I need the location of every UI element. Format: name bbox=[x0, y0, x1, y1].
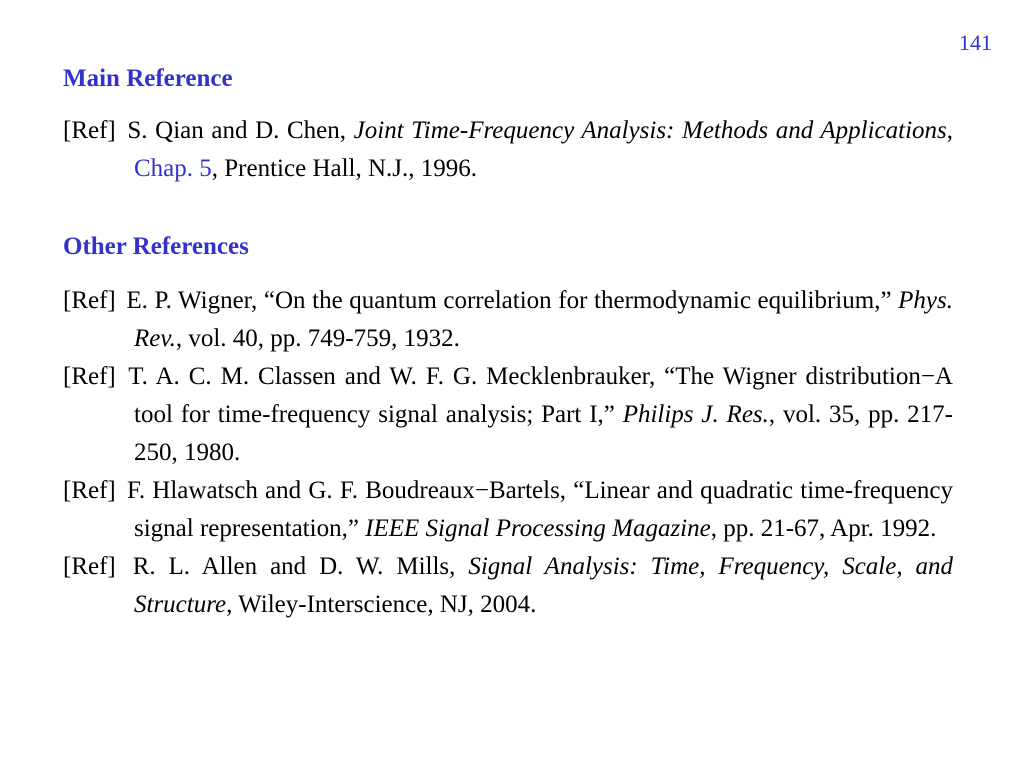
ref-text: T. A. C. M. Classen and W. F. G. Mecklenbrauker, “The Wigner distribution−A tool for time-frequency signal analysis; Part I,” bbox=[128, 363, 953, 428]
ref-details: , pp. 21-67, Apr. 1992. bbox=[710, 515, 937, 542]
reference-entry-1 bbox=[63, 282, 953, 358]
ref-authors: S. Qian and D. Chen, bbox=[127, 117, 354, 144]
ref-tag: [Ref] bbox=[63, 553, 116, 580]
ref-text: E. P. Wigner, “On the quantum correlation for thermodynamic equilibrium,” bbox=[126, 287, 899, 314]
ref-book-title: Joint Time-Frequency Analysis: Methods and Applications bbox=[353, 117, 947, 144]
reference-entry-4 bbox=[63, 548, 953, 624]
reference-entry-3 bbox=[63, 472, 953, 548]
other-references-list bbox=[63, 282, 953, 624]
reference-entry-2 bbox=[63, 358, 953, 472]
main-reference-entry bbox=[63, 112, 953, 188]
ref-book-title: Signal Analysis: Time, Frequency, Scale, and Structure bbox=[134, 553, 954, 618]
page-number: 141 bbox=[959, 30, 992, 55]
ref-journal: IEEE Signal Processing Magazine bbox=[365, 515, 711, 542]
ref-tag: [Ref] bbox=[63, 117, 116, 144]
ref-publisher: , Prentice Hall, N.J., 1996. bbox=[211, 155, 478, 182]
ref-details: , vol. 40, pp. 749-759, 1932. bbox=[175, 325, 460, 352]
other-references-heading: Other References bbox=[63, 233, 249, 260]
ref-text: F. Hlawatsch and G. F. Boudreaux−Bartels, “Linear and quadratic time-frequency signal representation,” bbox=[126, 477, 953, 542]
ref-tag: [Ref] bbox=[63, 477, 116, 504]
ref-journal: Philips J. Res. bbox=[622, 401, 769, 428]
main-reference-heading: Main Reference bbox=[63, 65, 233, 92]
ref-separator: , bbox=[946, 117, 954, 144]
ref-tag: [Ref] bbox=[63, 363, 116, 390]
ref-details: , Wiley-Interscience, NJ, 2004. bbox=[226, 591, 537, 618]
chapter-link[interactable]: Chap. 5 bbox=[134, 155, 212, 182]
ref-journal: Phys. Rev. bbox=[134, 287, 954, 352]
ref-tag: [Ref] bbox=[63, 287, 116, 314]
references-content bbox=[63, 60, 953, 624]
ref-details: , vol. 35, pp. 217-250, 1980. bbox=[134, 401, 953, 466]
ref-text: R. L. Allen and D. W. Mills, bbox=[132, 553, 469, 580]
